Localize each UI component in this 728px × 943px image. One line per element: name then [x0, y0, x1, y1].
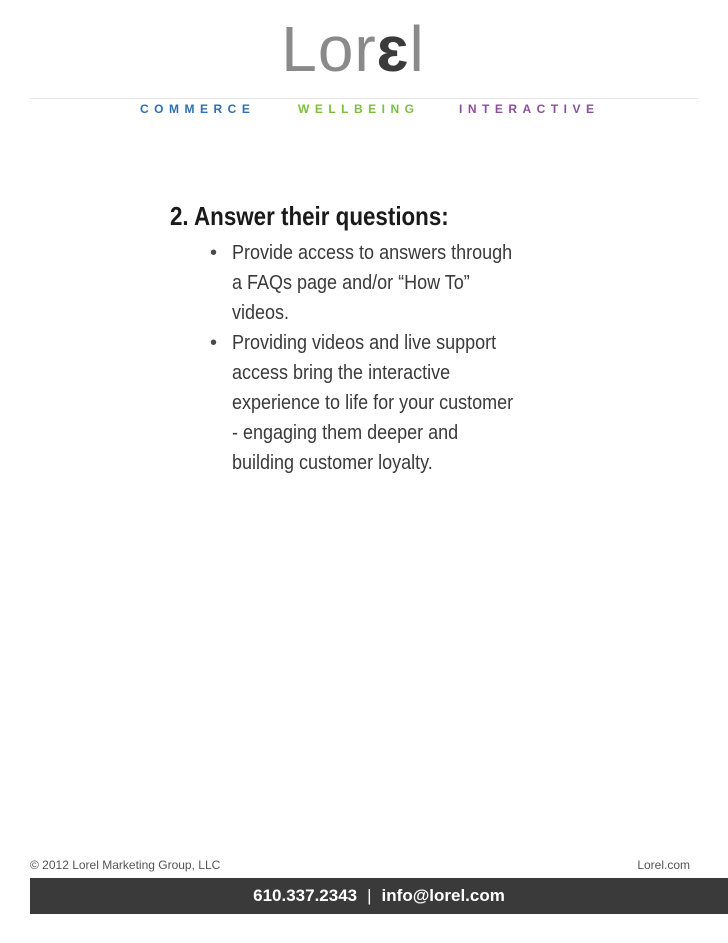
logo-l: l [409, 13, 425, 85]
header-divider [30, 98, 698, 99]
footer-site-link[interactable]: Lorel.com [637, 858, 690, 872]
section-heading: 2. Answer their questions: [170, 201, 449, 231]
tag-wellbeing: WELLBEING [298, 102, 420, 116]
bullet-list [170, 238, 590, 478]
bullet-item [210, 328, 590, 478]
footer-separator: | [367, 886, 372, 905]
main-content [170, 200, 590, 478]
footer-contact-bar [30, 878, 728, 914]
tag-commerce: COMMERCE [140, 102, 256, 116]
tag-interactive: INTERACTIVE [459, 102, 600, 116]
bullet-text: Providing videos and live support access bring the interactive experience to life for your customer - engaging them deeper and building customer loyalty. [232, 332, 514, 474]
logo-text: Lor [281, 13, 377, 85]
footer-copyright: © 2012 Lorel Marketing Group, LLC [30, 858, 221, 872]
footer-email[interactable]: info@lorel.com [381, 886, 505, 905]
bullet-dot-icon: • [210, 332, 218, 354]
bullet-item [210, 238, 590, 328]
bullet-dot-icon: • [210, 242, 218, 264]
logo-e: ɛ [376, 13, 410, 85]
footer-phone[interactable]: 610.337.2343 [253, 886, 358, 905]
lorel-logo [258, 14, 448, 84]
tagline [0, 100, 728, 120]
bullet-text: Provide access to answers through a FAQs page and/or “How To” videos. [232, 242, 513, 324]
